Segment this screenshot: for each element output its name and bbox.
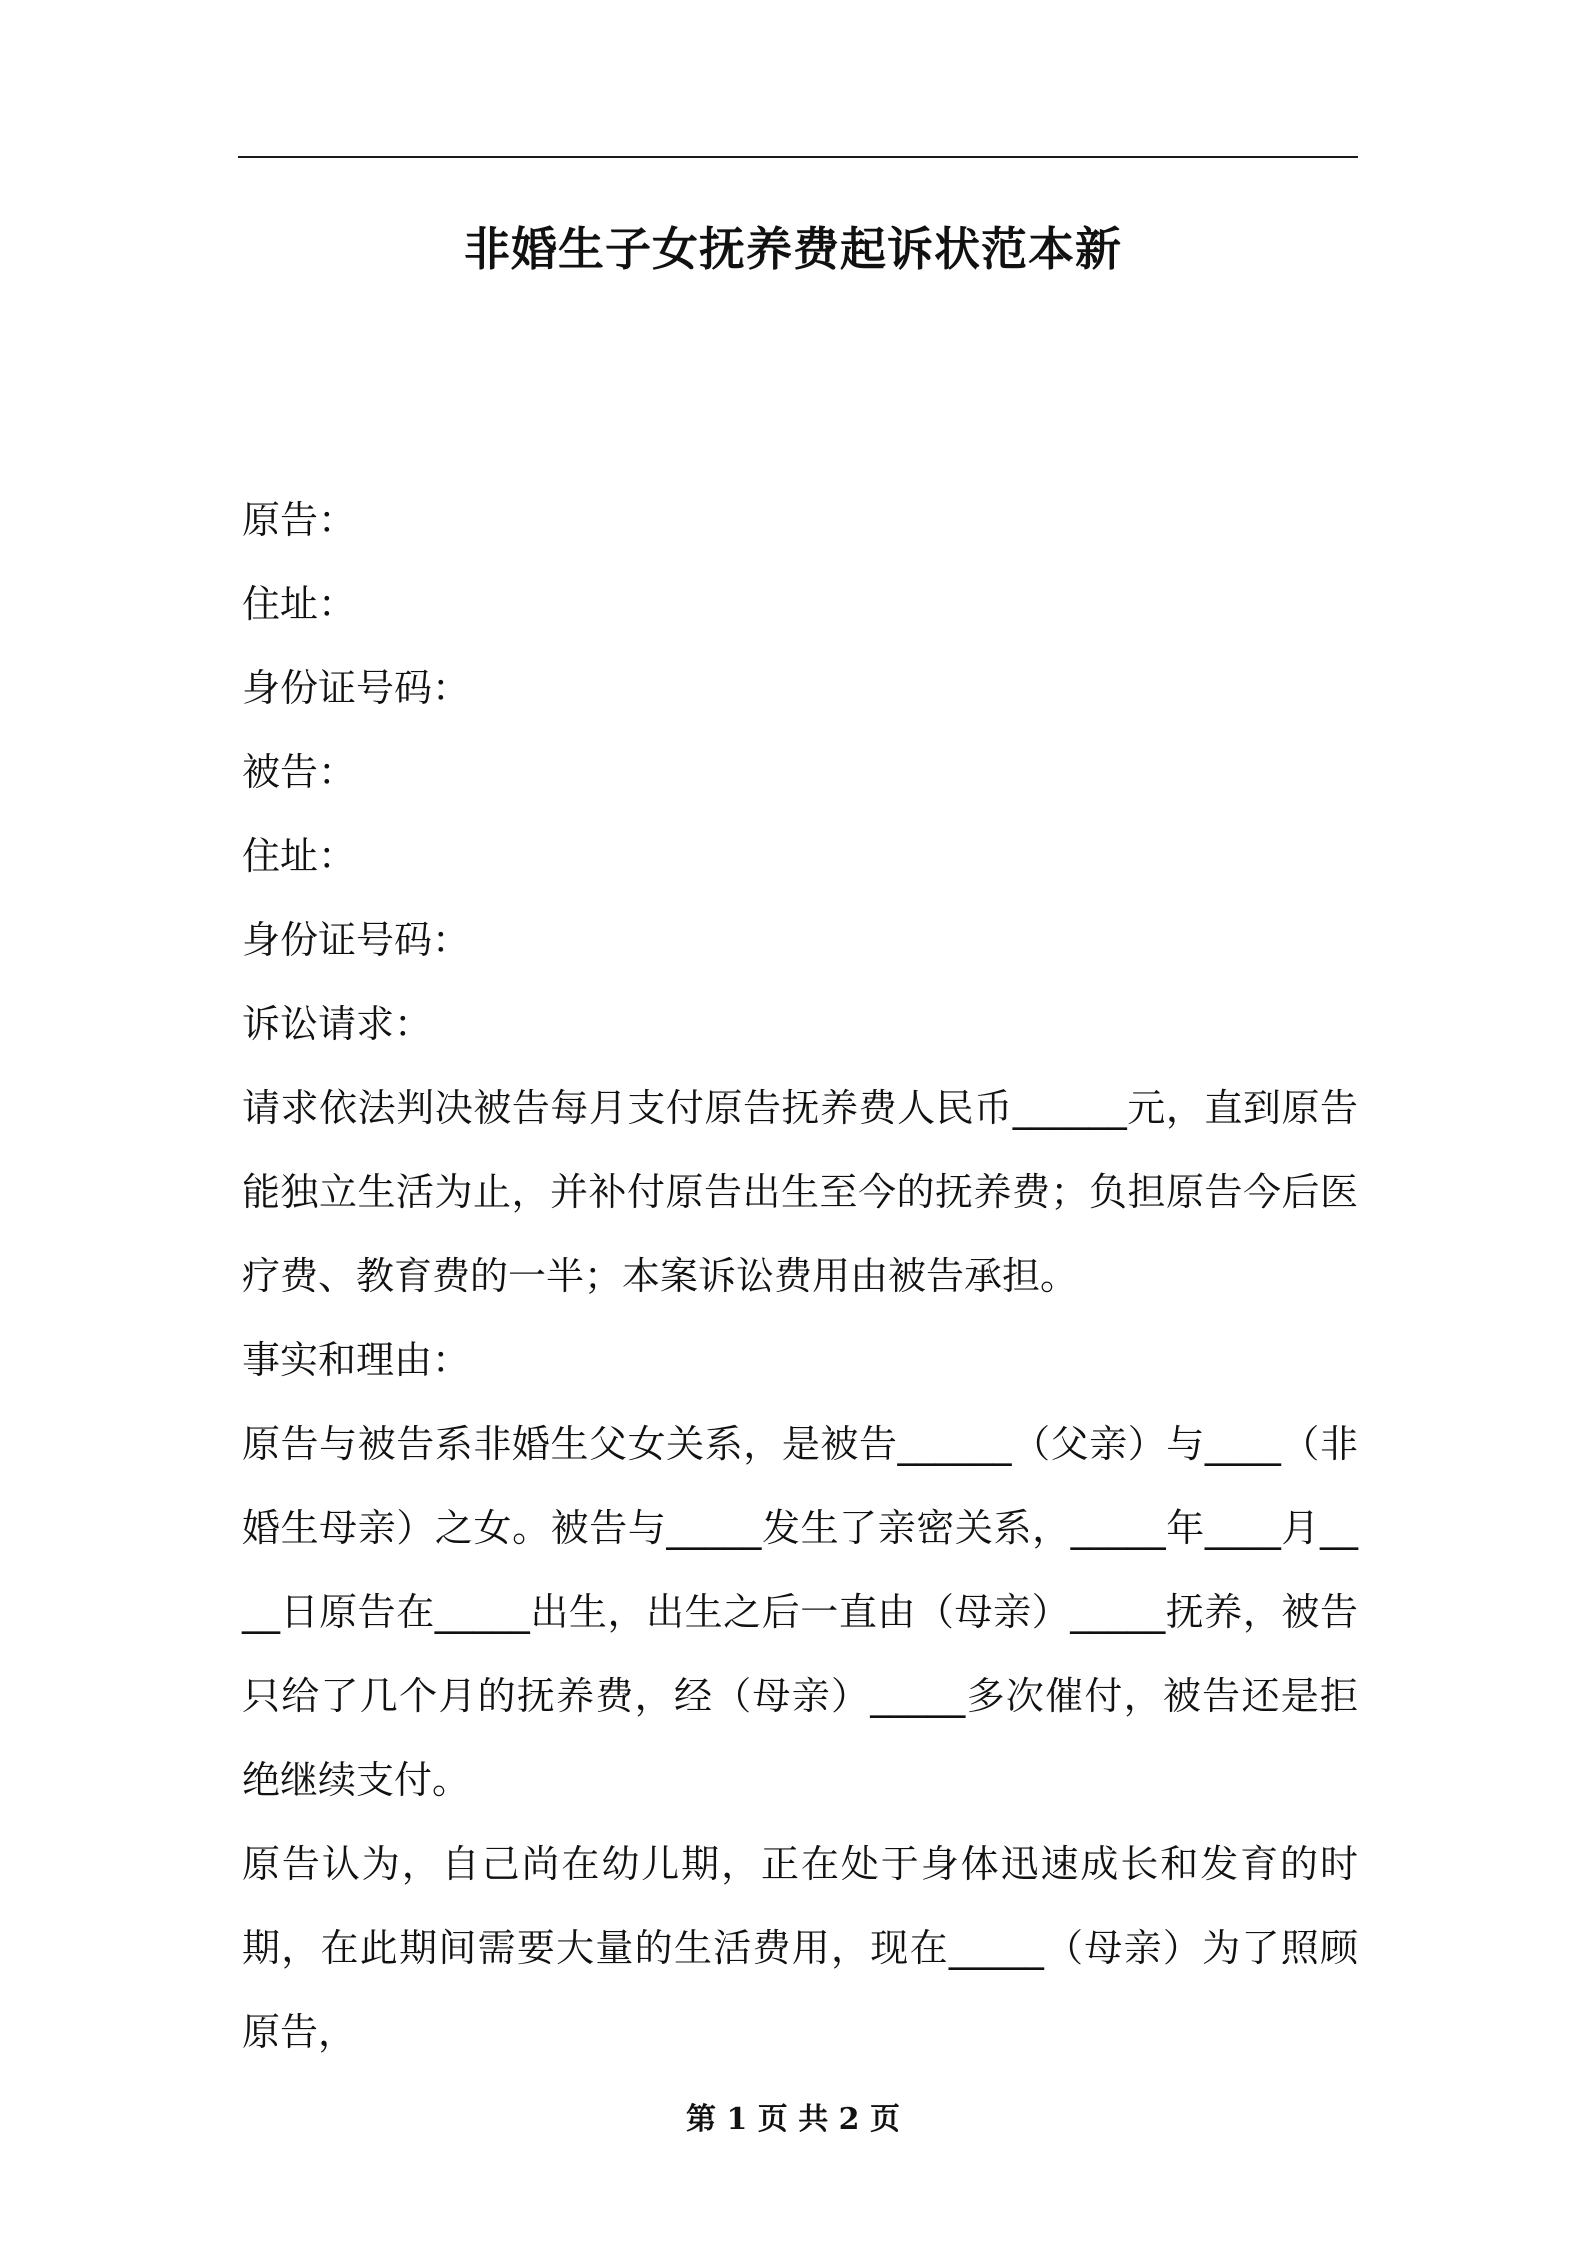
facts-paragraph-2: 原告认为，自己尚在幼儿期，正在处于身体迅速成长和发育的时期，在此期间需要大量的生活费用，现在_____（母亲）为了照顾原告， bbox=[242, 1842, 1358, 2054]
defendant-address-label: 住址： bbox=[242, 834, 357, 878]
header-rule bbox=[238, 156, 1358, 158]
document-title: 非婚生子女抚养费起诉状范本新 bbox=[464, 222, 1122, 276]
plaintiff-address-label: 住址： bbox=[242, 582, 357, 626]
page-number-footer: 第 1 页 共 2 页 bbox=[686, 2102, 900, 2137]
plaintiff-id-label: 身份证号码： bbox=[242, 666, 471, 710]
facts-heading: 事实和理由： bbox=[242, 1338, 471, 1382]
document-body bbox=[242, 478, 1358, 2074]
facts-paragraph-1: 原告与被告系非婚生父女关系，是被告______（父亲）与____（非婚生母亲）之女。被告与_____发生了亲密关系，_____年____月____日原告在_____出生，出生之后一直由（母亲）_____抚养，被告只给了几个月的抚养费，经（母亲）_____多次催付，被告还是拒绝继续支付。 bbox=[242, 1422, 1358, 1802]
claims-paragraph: 请求依法判决被告每月支付原告抚养费人民币______元，直到原告能独立生活为止，并补付原告出生至今的抚养费；负担原告今后医疗费、教育费的一半；本案诉讼费用由被告承担。 bbox=[242, 1086, 1358, 1298]
plaintiff-label: 原告： bbox=[242, 498, 357, 542]
defendant-id-label: 身份证号码： bbox=[242, 918, 471, 962]
claims-heading: 诉讼请求： bbox=[242, 1002, 433, 1046]
defendant-label: 被告： bbox=[242, 750, 357, 794]
